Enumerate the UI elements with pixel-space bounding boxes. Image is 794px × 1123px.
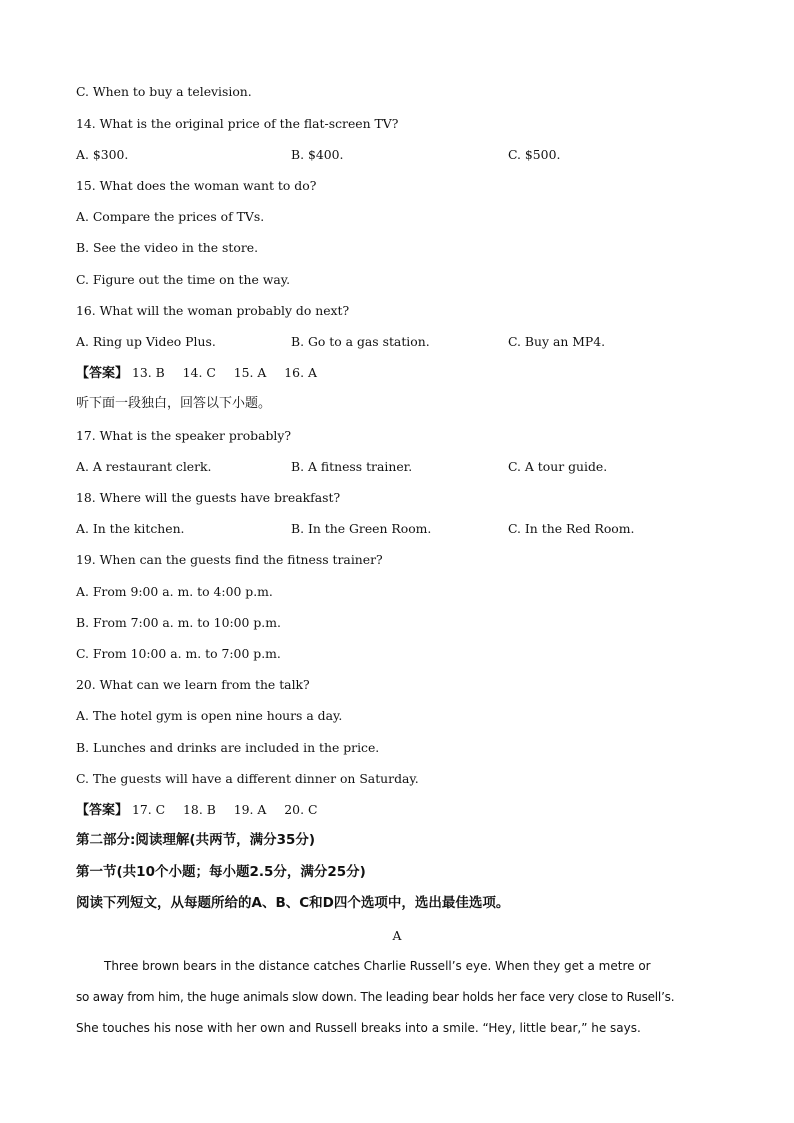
q17-option-a: A. A restaurant clerk.: [76, 459, 212, 474]
question-19: 19. When can the guests find the fitness trainer?: [76, 552, 383, 567]
q20-option-b: B. Lunches and drinks are included in the price.: [76, 740, 380, 755]
q14-options: [76, 147, 726, 163]
q17-options: [76, 459, 726, 475]
q19-option-a: A. From 9:00 a. m. to 4:00 p.m.: [76, 584, 273, 599]
passage-line-1: Three brown bears in the distance catches Charlie Russell’s eye. When they get a metre or: [104, 959, 651, 973]
q14-option-b: B. $400.: [291, 147, 344, 162]
q17-option-b: B. A fitness trainer.: [291, 459, 413, 474]
answer-item: 16. A: [284, 365, 317, 380]
q13-option-c: C. When to buy a television.: [76, 84, 252, 99]
q15-option-c: C. Figure out the time on the way.: [76, 272, 291, 287]
answer-item: 18. B: [183, 802, 216, 817]
answer-key-1: [76, 365, 317, 382]
question-20: 20. What can we learn from the talk?: [76, 677, 310, 692]
answer-item: 14. C: [182, 365, 216, 380]
q19-option-c: C. From 10:00 a. m. to 7:00 p.m.: [76, 646, 281, 661]
passage-label: A: [392, 928, 402, 943]
q15-option-a: A. Compare the prices of TVs.: [76, 209, 265, 224]
q14-option-a: A. $300.: [76, 147, 129, 162]
q18-options: [76, 521, 726, 537]
answer-item: 13. B: [131, 365, 165, 380]
passage-line-2: so away from him, the huge animals slow down. The leading bear holds her face very close to Rusell’s.: [76, 990, 675, 1004]
q18-option-a: A. In the kitchen.: [76, 521, 185, 536]
question-17: 17. What is the speaker probably?: [76, 428, 292, 443]
reading-instruction: 阅读下列短文，从每题所给的A、B、C和D四个选项中，选出最佳选项。: [76, 895, 510, 911]
part-two-heading: 第二部分:阅读理解(共两节，满分35分): [76, 832, 316, 848]
q15-option-b: B. See the video in the store.: [76, 240, 259, 255]
q20-option-c: C. The guests will have a different dinner on Saturday.: [76, 771, 419, 786]
q16-options: [76, 334, 726, 350]
question-14: 14. What is the original price of the flat-screen TV?: [76, 116, 399, 131]
q18-option-c: C. In the Red Room.: [508, 521, 635, 536]
answer-key-2: [76, 802, 317, 819]
answer-item: 20. C: [284, 802, 318, 817]
q18-option-b: B. In the Green Room.: [291, 521, 432, 536]
answer-item: 19. A: [233, 802, 267, 817]
answer-label: 【答案】: [76, 803, 129, 818]
q20-option-a: A. The hotel gym is open nine hours a day.: [76, 708, 343, 723]
q16-option-c: C. Buy an MP4.: [508, 334, 606, 349]
monologue-instruction: 听下面一段独白，回答以下小题。: [76, 396, 272, 411]
question-16: 16. What will the woman probably do next?: [76, 303, 350, 318]
q16-option-b: B. Go to a gas station.: [291, 334, 430, 349]
question-18: 18. Where will the guests have breakfast?: [76, 490, 341, 505]
answer-item: 17. C: [131, 802, 166, 817]
q14-option-c: C. $500.: [508, 147, 561, 162]
passage-line-3: She touches his nose with her own and Russell breaks into a smile. “Hey, little bear,” he says.: [76, 1021, 641, 1035]
q16-option-a: A. Ring up Video Plus.: [76, 334, 216, 349]
question-15: 15. What does the woman want to do?: [76, 178, 317, 193]
answer-label: 【答案】: [76, 366, 129, 381]
section-one-heading: 第一节(共10个小题；每小题2.5分，满分25分): [76, 864, 366, 880]
answer-item: 15. A: [233, 365, 267, 380]
q17-option-c: C. A tour guide.: [508, 459, 608, 474]
q19-option-b: B. From 7:00 a. m. to 10:00 p.m.: [76, 615, 281, 630]
